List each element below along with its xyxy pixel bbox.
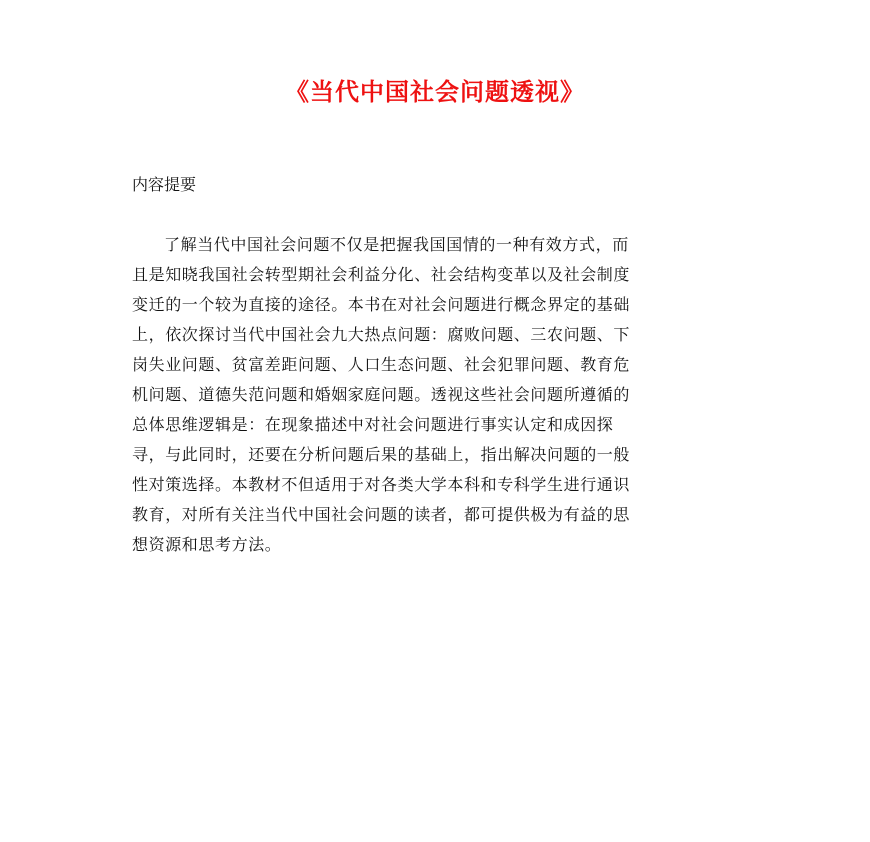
abstract-line: 性对策选择。本教材不但适用于对各类大学本科和专科学生进行通识 [132,475,631,494]
abstract-line: 教育，对所有关注当代中国社会问题的读者，都可提供极为有益的思 [132,505,631,524]
document-title: 《当代中国社会问题透视》 [285,77,585,106]
abstract-line: 了解当代中国社会问题不仅是把握我国国情的一种有效方式，而 [164,235,629,254]
abstract-line: 上，依次探讨当代中国社会九大热点问题：腐败问题、三农问题、下 [132,325,631,344]
abstract-paragraph [132,230,738,560]
abstract-line: 变迁的一个较为直接的途径。本书在对社会问题进行概念界定的基础 [132,295,631,314]
section-heading-summary: 内容提要 [132,175,197,194]
abstract-line: 寻，与此同时，还要在分析问题后果的基础上，指出解决问题的一般 [132,445,631,464]
abstract-line: 想资源和思考方法。 [132,535,282,554]
abstract-line: 机问题、道德失范问题和婚姻家庭问题。透视这些社会问题所遵循的 [132,385,631,404]
abstract-line: 总体思维逻辑是：在现象描述中对社会问题进行事实认定和成因探 [132,415,614,434]
abstract-line: 且是知晓我国社会转型期社会利益分化、社会结构变革以及社会制度 [132,265,631,284]
abstract-line: 岗失业问题、贫富差距问题、人口生态问题、社会犯罪问题、教育危 [132,355,631,374]
